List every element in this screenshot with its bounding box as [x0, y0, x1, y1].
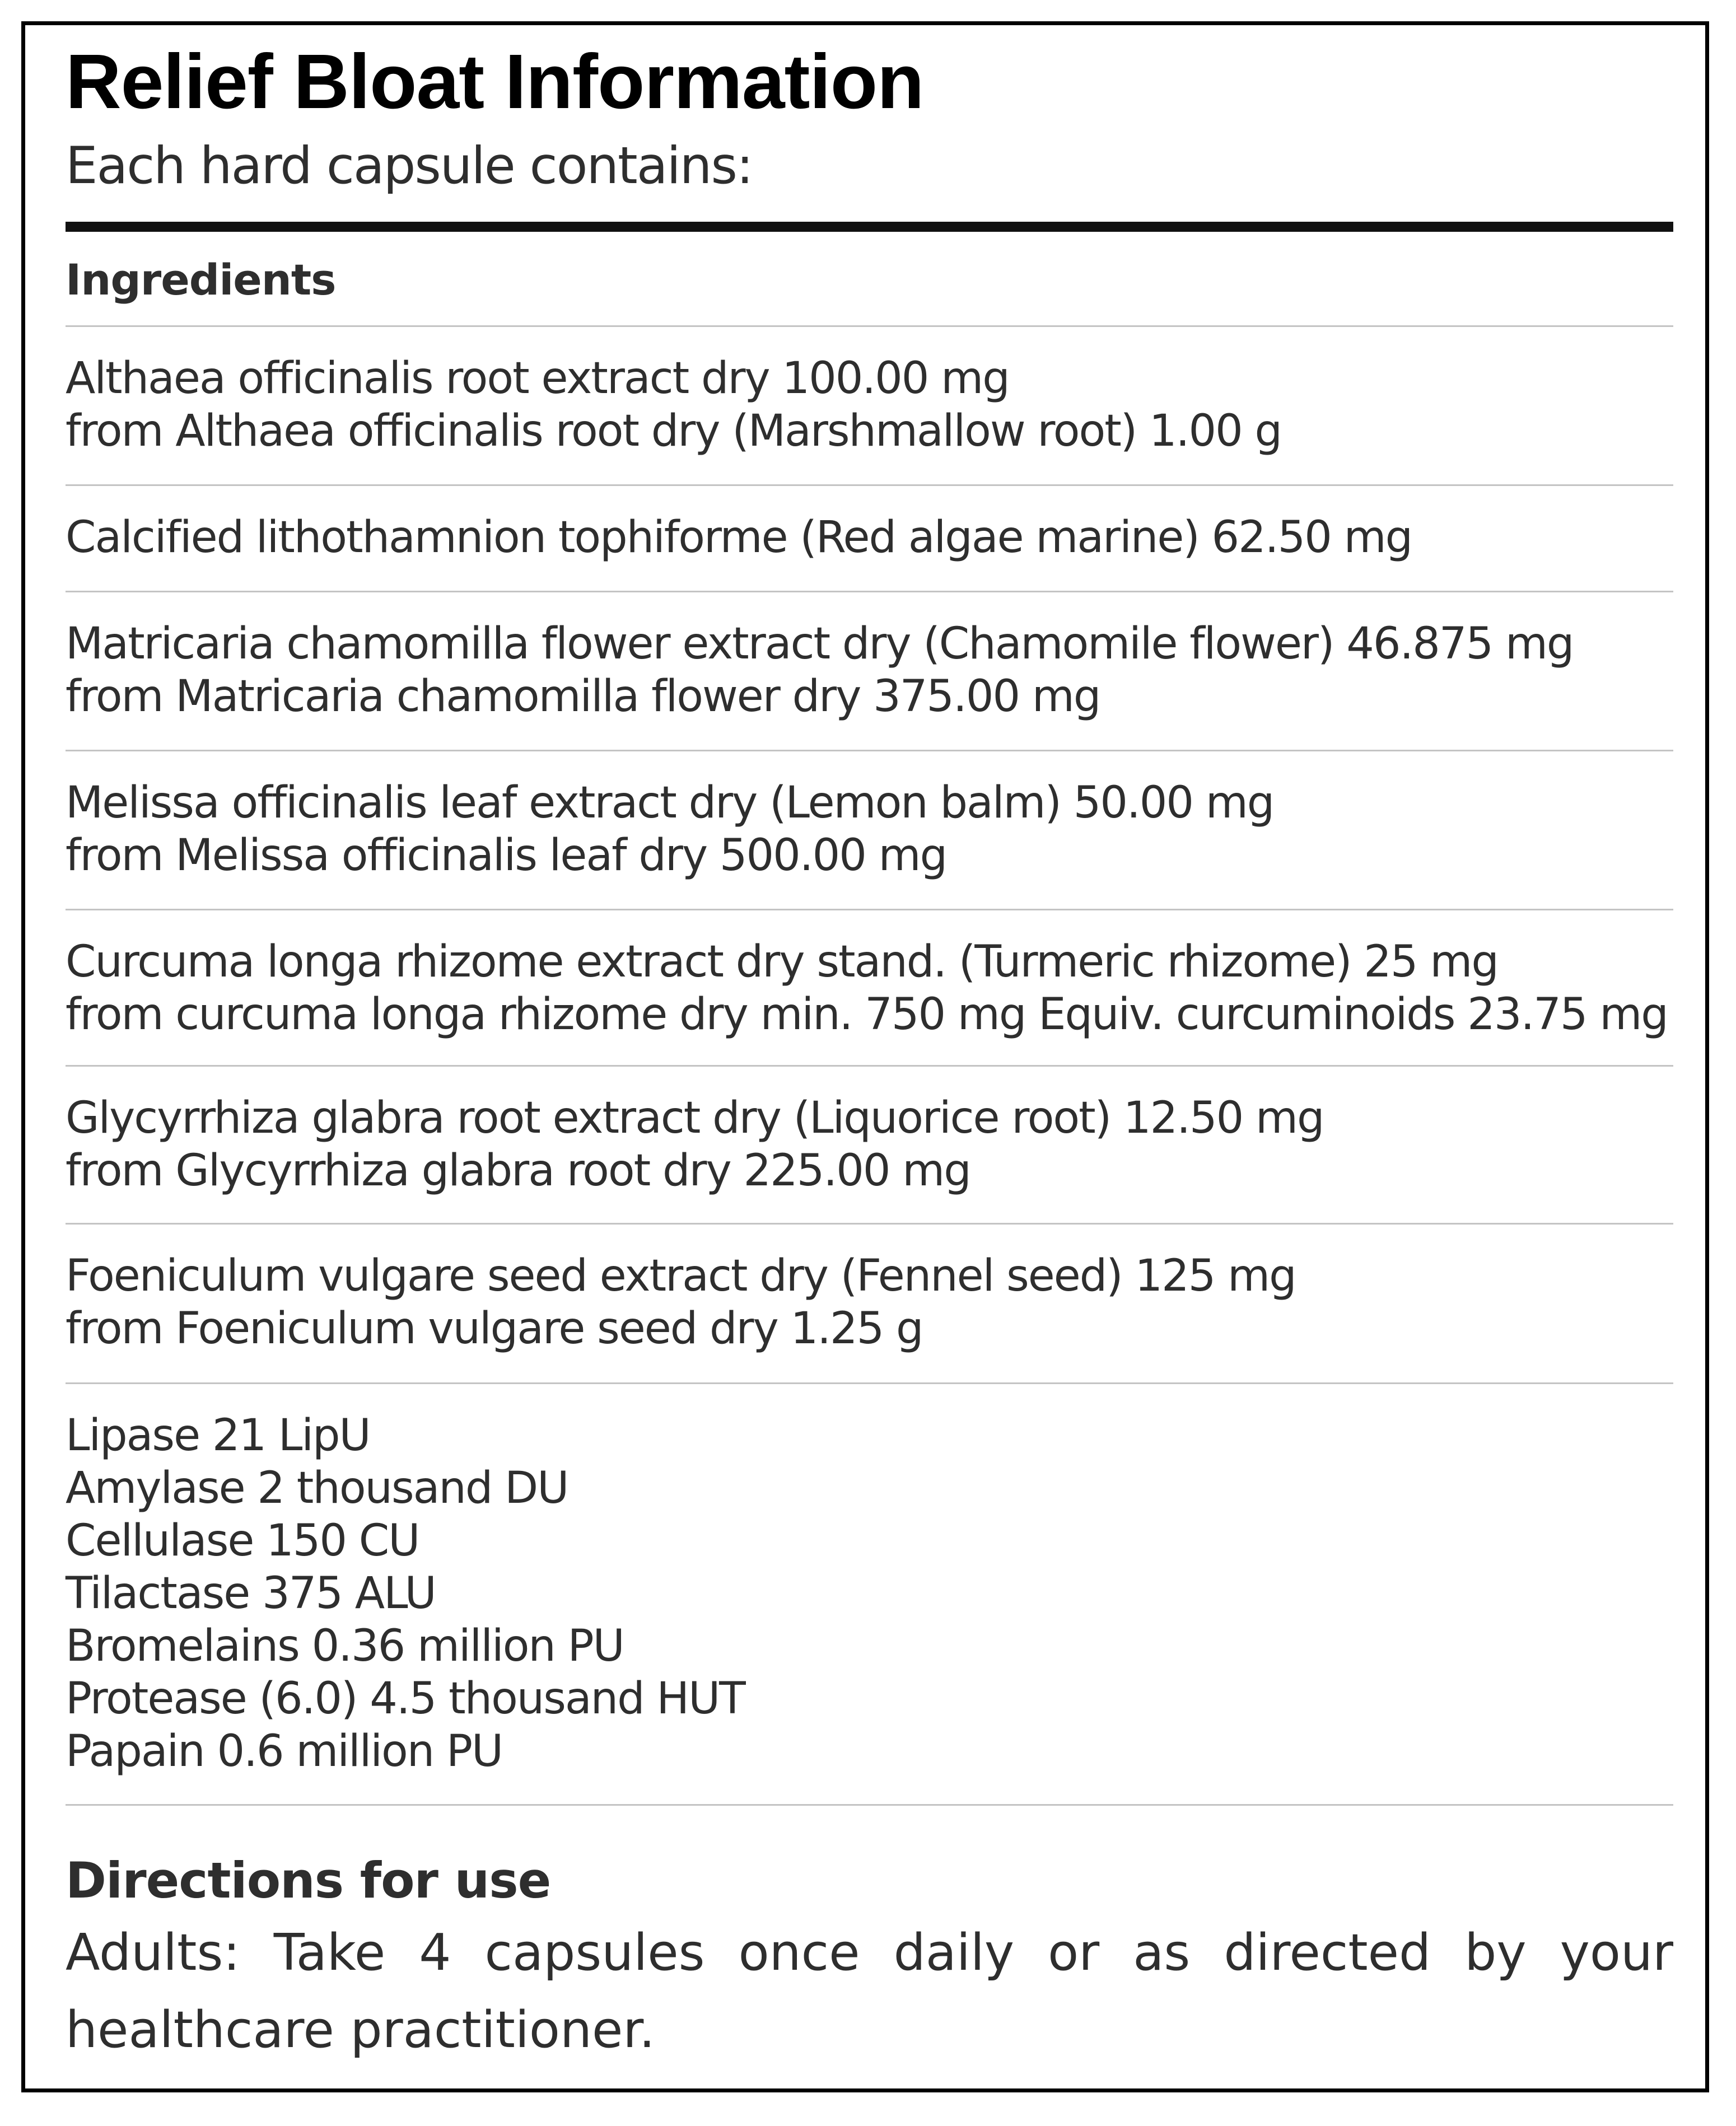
ingredient-row: [66, 591, 1673, 750]
ingredient-row: [66, 1065, 1673, 1223]
ingredient-line: Glycyrrhiza glabra root extract dry (Liquorice root) 12.50 mg: [66, 1093, 1324, 1143]
ingredient-row: [66, 750, 1673, 909]
subtitle: Each hard capsule contains:: [66, 137, 753, 195]
enzyme-line: Bromelains 0.36 million PU: [66, 1621, 624, 1671]
ingredient-row: [66, 909, 1673, 1065]
ingredient-line: Foeniculum vulgare seed extract dry (Fennel seed) 125 mg: [66, 1251, 1296, 1301]
ingredient-row: [66, 325, 1673, 484]
ingredient-line: from Althaea officinalis root dry (Marshmallow root) 1.00 g: [66, 406, 1282, 456]
ingredients-heading: Ingredients: [66, 255, 336, 305]
ingredient-line: Althaea officinalis root extract dry 100.00 mg: [66, 353, 1009, 404]
ingredient-row: [66, 1223, 1673, 1382]
enzyme-line: Amylase 2 thousand DU: [66, 1463, 568, 1513]
ingredient-line: from curcuma longa rhizome dry min. 750 mg Equiv. curcuminoids 23.75 mg: [66, 989, 1668, 1040]
directions-heading: Directions for use: [66, 1852, 551, 1909]
ingredient-line: Calcified lithothamnion tophiforme (Red algae marine) 62.50 mg: [66, 512, 1412, 563]
enzyme-line: Protease (6.0) 4.5 thousand HUT: [66, 1674, 745, 1724]
enzyme-line: Tilactase 375 ALU: [66, 1568, 436, 1619]
ingredient-line: from Matricaria chamomilla flower dry 375.00 mg: [66, 671, 1100, 722]
ingredient-row: [66, 1382, 1673, 1804]
directions-text: Adults: Take 4 capsules once daily or as directed by your healthcare practitioner.: [66, 1923, 1673, 2059]
ingredient-line: Matricaria chamomilla flower extract dry (Chamomile flower) 46.875 mg: [66, 619, 1574, 669]
page-title: Relief Bloat Information: [66, 39, 924, 125]
ingredient-row: [66, 484, 1673, 591]
label-content: [66, 33, 1673, 2069]
ingredient-line: Melissa officinalis leaf extract dry (Lemon balm) 50.00 mg: [66, 778, 1274, 828]
enzyme-line: Cellulase 150 CU: [66, 1516, 419, 1566]
label-frame: [21, 21, 1709, 2092]
header-divider: [66, 222, 1673, 232]
ingredient-line: from Foeniculum vulgare seed dry 1.25 g: [66, 1303, 923, 1354]
enzyme-line: Papain 0.6 million PU: [66, 1726, 503, 1777]
ingredient-line: from Melissa officinalis leaf dry 500.00 mg: [66, 830, 947, 881]
ingredient-line: from Glycyrrhiza glabra root dry 225.00 mg: [66, 1146, 970, 1196]
directions-section: [66, 1804, 1673, 2069]
ingredient-line: Curcuma longa rhizome extract dry stand. (Turmeric rhizome) 25 mg: [66, 937, 1498, 987]
enzyme-line: Lipase 21 LipU: [66, 1410, 370, 1461]
